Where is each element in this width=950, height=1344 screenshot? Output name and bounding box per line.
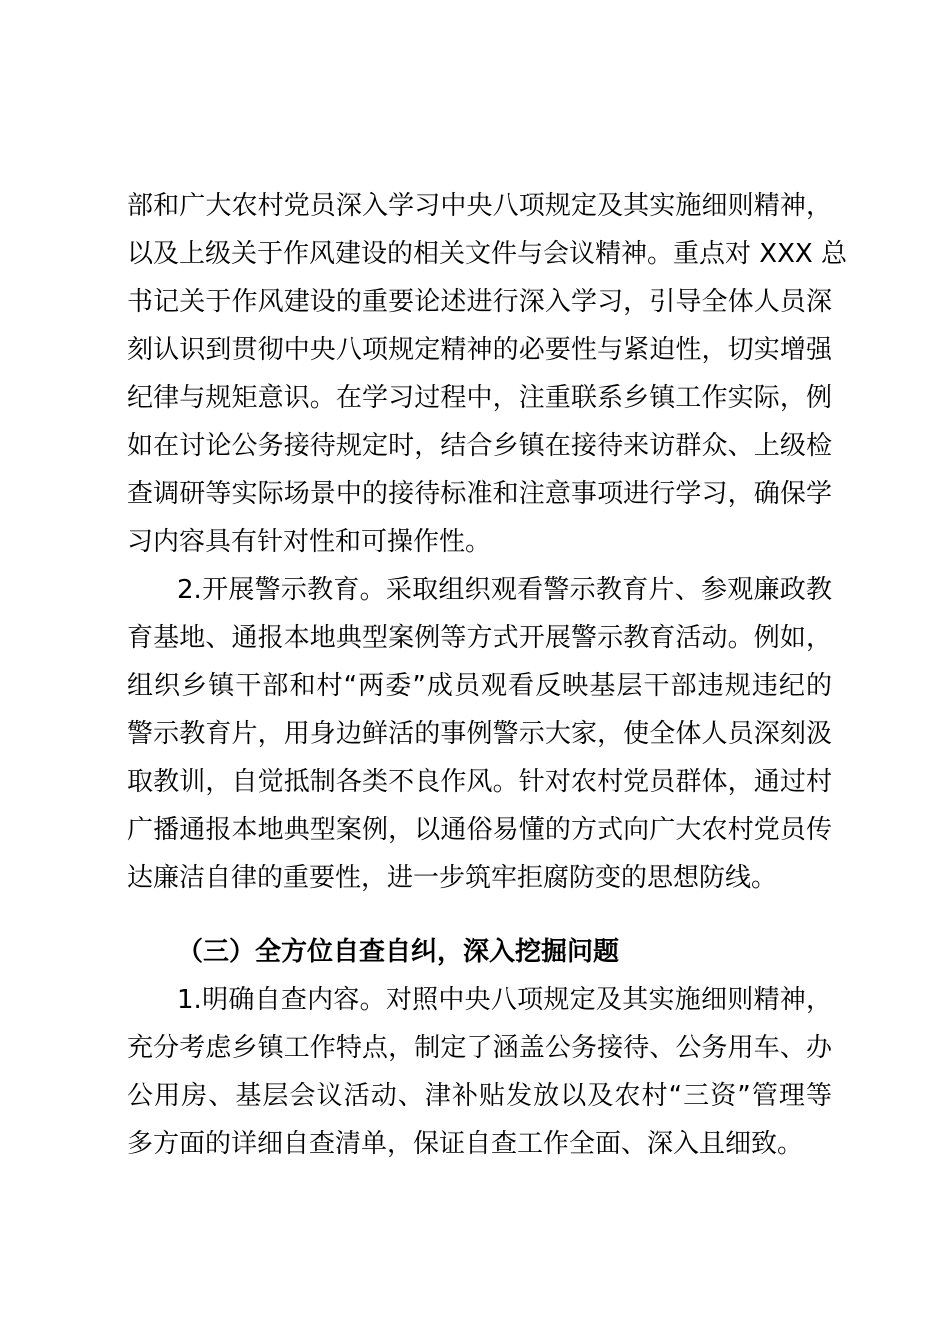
section-heading: （三）全方位自查自纠，深入挖掘问题 (177, 937, 620, 967)
paragraph-line: 刻认识到贯彻中央八项规定精神的必要性与紧迫性，切实增强 (127, 335, 832, 365)
paragraph-line: 公用房、基层会议活动、津补贴发放以及农村“三资”管理等 (127, 1081, 832, 1111)
paragraph-line: 2.开展警示教育。采取组织观看警示教育片、参观廉政教 (177, 575, 832, 605)
paragraph-line: 育基地、通报本地典型案例等方式开展警示教育活动。例如， (127, 623, 832, 653)
paragraph-line: 如在讨论公务接待规定时，结合乡镇在接待来访群众、上级检 (127, 431, 832, 461)
paragraph-line: 以及上级关于作风建设的相关文件与会议精神。重点对 XXX 总 (127, 239, 847, 269)
paragraph-line: 多方面的详细自查清单，保证自查工作全面、深入且细致。 (127, 1129, 804, 1159)
paragraph-line: 书记关于作风建设的重要论述进行深入学习，引导全体人员深 (127, 287, 832, 317)
paragraph-line: 警示教育片，用身边鲜活的事例警示大家，使全体人员深刻汲 (127, 719, 832, 749)
paragraph-line: 纪律与规矩意识。在学习过程中，注重联系乡镇工作实际，例 (127, 383, 832, 413)
paragraph-line: 广播通报本地典型案例，以通俗易懂的方式向广大农村党员传 (127, 815, 832, 845)
paragraph-line: 取教训，自觉抵制各类不良作风。针对农村党员群体，通过村 (127, 767, 832, 797)
paragraph-line: 查调研等实际场景中的接待标准和注意事项进行学习，确保学 (127, 479, 832, 509)
paragraph-line: 组织乡镇干部和村“两委”成员观看反映基层干部违规违纪的 (127, 671, 832, 701)
paragraph-line: 部和广大农村党员深入学习中央八项规定及其实施细则精神， (127, 191, 832, 221)
paragraph-line: 1.明确自查内容。对照中央八项规定及其实施细则精神， (177, 985, 832, 1015)
paragraph-line: 习内容具有针对性和可操作性。 (127, 527, 492, 557)
paragraph-line: 充分考虑乡镇工作特点，制定了涵盖公务接待、公务用车、办 (127, 1033, 832, 1063)
paragraph-line: 达廉洁自律的重要性，进一步筑牢拒腐防变的思想防线。 (127, 863, 778, 893)
